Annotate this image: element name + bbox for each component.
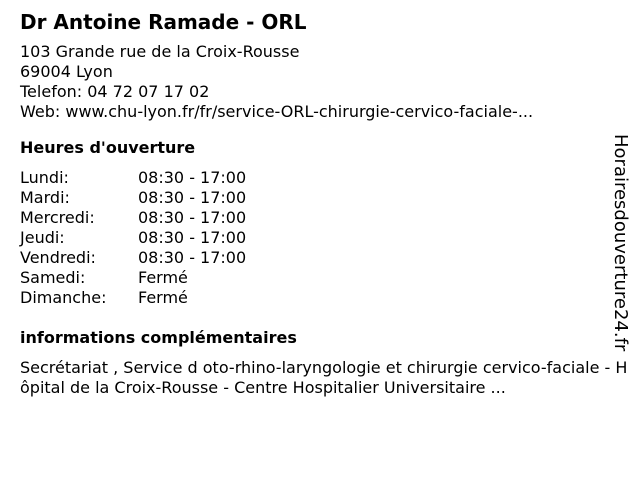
hours-day: Mardi: xyxy=(20,188,70,207)
hours-day: Mercredi: xyxy=(20,208,95,227)
hours-heading: Heures d'ouverture xyxy=(20,138,196,157)
hours-table xyxy=(20,168,620,308)
hours-time: 08:30 - 17:00 xyxy=(138,188,247,207)
watermark: Horairesdouverture24.fr xyxy=(610,134,631,352)
hours-day: Vendredi: xyxy=(20,248,96,267)
hours-time: 08:30 - 17:00 xyxy=(138,208,247,227)
city-address: 69004 Lyon xyxy=(20,62,113,81)
hours-row-wednesday xyxy=(20,208,620,228)
hours-day: Dimanche: xyxy=(20,288,107,307)
hours-time: Fermé xyxy=(138,288,188,307)
phone-number: Telefon: 04 72 07 17 02 xyxy=(20,82,210,101)
hours-time: 08:30 - 17:00 xyxy=(138,168,247,187)
info-heading: informations complémentaires xyxy=(20,328,297,347)
hours-row-saturday xyxy=(20,268,620,288)
hours-time: Fermé xyxy=(138,268,188,287)
hours-day: Samedi: xyxy=(20,268,86,287)
website-link[interactable]: Web: www.chu-lyon.fr/fr/service-ORL-chirurgie-cervico-faciale-... xyxy=(20,102,534,121)
hours-row-tuesday xyxy=(20,188,620,208)
hours-time: 08:30 - 17:00 xyxy=(138,228,247,247)
hours-time: 08:30 - 17:00 xyxy=(138,248,247,267)
hours-day: Jeudi: xyxy=(20,228,65,247)
page-title: Dr Antoine Ramade - ORL xyxy=(20,10,307,34)
hours-day: Lundi: xyxy=(20,168,69,187)
hours-row-sunday xyxy=(20,288,620,308)
hours-row-monday xyxy=(20,168,620,188)
hours-row-friday xyxy=(20,248,620,268)
street-address: 103 Grande rue de la Croix-Rousse xyxy=(20,42,300,61)
info-description: Secrétariat , Service d oto-rhino-laryngologie et chirurgie cervico-faciale - Hôpital de la Croix-Rousse - Centre Hospitalier Universitaire ... xyxy=(20,358,628,397)
hours-row-thursday xyxy=(20,228,620,248)
contact-block xyxy=(20,42,620,122)
